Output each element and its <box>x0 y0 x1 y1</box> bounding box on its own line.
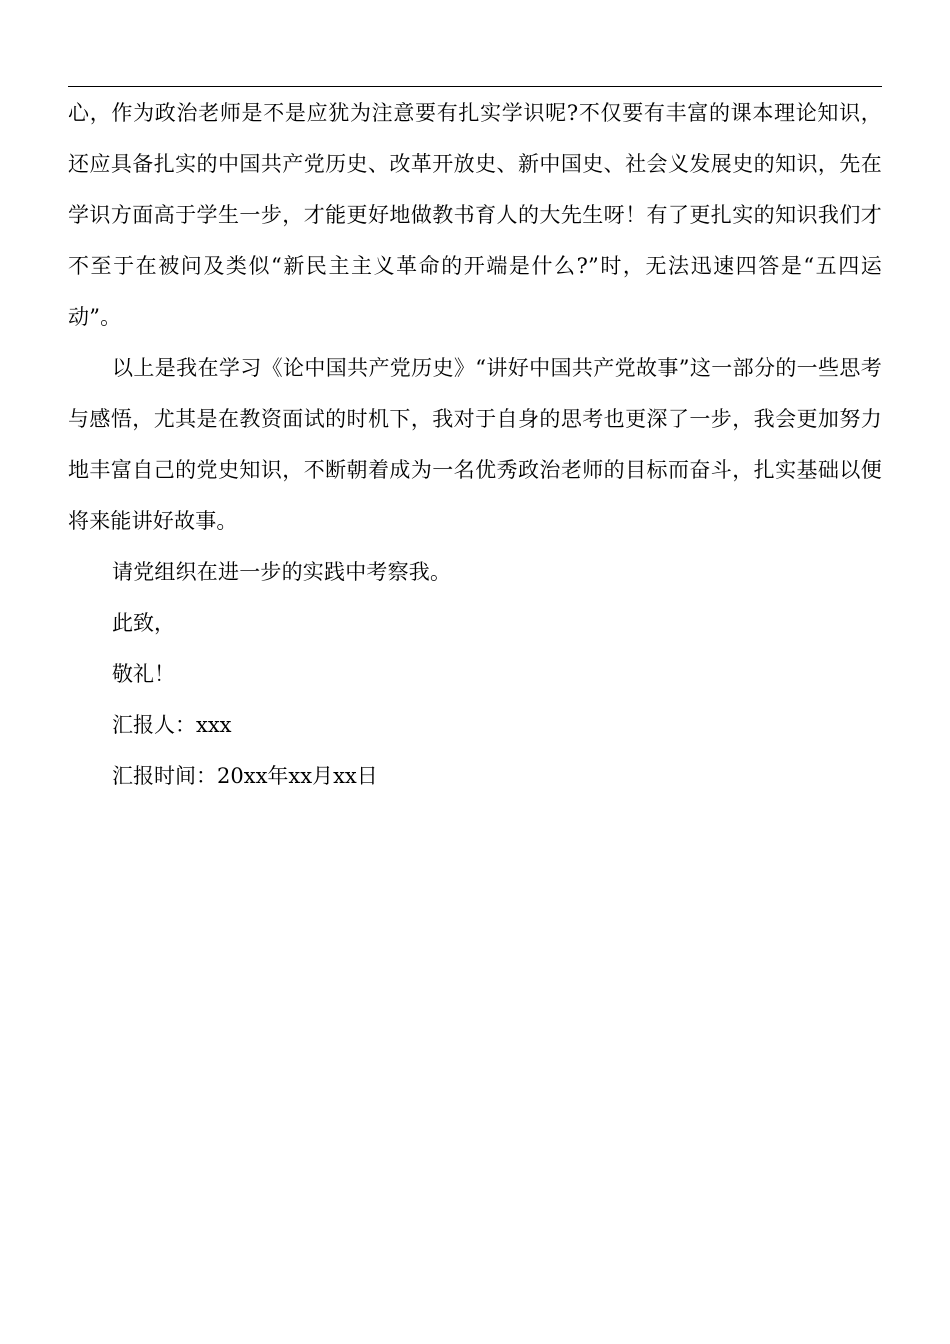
report-time-line: 汇报时间：20xx年xx月xx日 <box>112 764 378 788</box>
paragraph-summary: 以上是我在学习《论中国共产党历史》“讲好中国共产党故事”这一部分的一些思考与感悟，尤其是在教资面试的时机下，我对于自身的思考也更深了一步，我会更加努力地丰富自己的党史知识，不断朝着成为一名优秀政治老师的目标而奋斗，扎实基础以便将来能讲好故事。 <box>68 356 882 533</box>
reporter-line: 汇报人：xxx <box>112 713 232 737</box>
paragraph-request: 请党组织在进一步的实践中考察我。 <box>112 560 452 584</box>
closing-salutation: 此致， <box>112 611 175 635</box>
paragraph-continuation: 心，作为政治老师是不是应犹为注意要有扎实学识呢?不仅要有丰富的课本理论知识，还应具备扎实的中国共产党历史、改革开放史、新中国史、社会义发展史的知识，先在学识方面高于学生一步，才能更好地做教书育人的大先生呀！有了更扎实的知识我们才不至于在被问及类似“新民主主义革命的开端是什么?”时，无法迅速四答是“五四运动”。 <box>68 101 882 329</box>
document-body <box>68 88 882 802</box>
header-rule <box>68 86 882 87</box>
closing-regards: 敬礼！ <box>112 662 175 686</box>
